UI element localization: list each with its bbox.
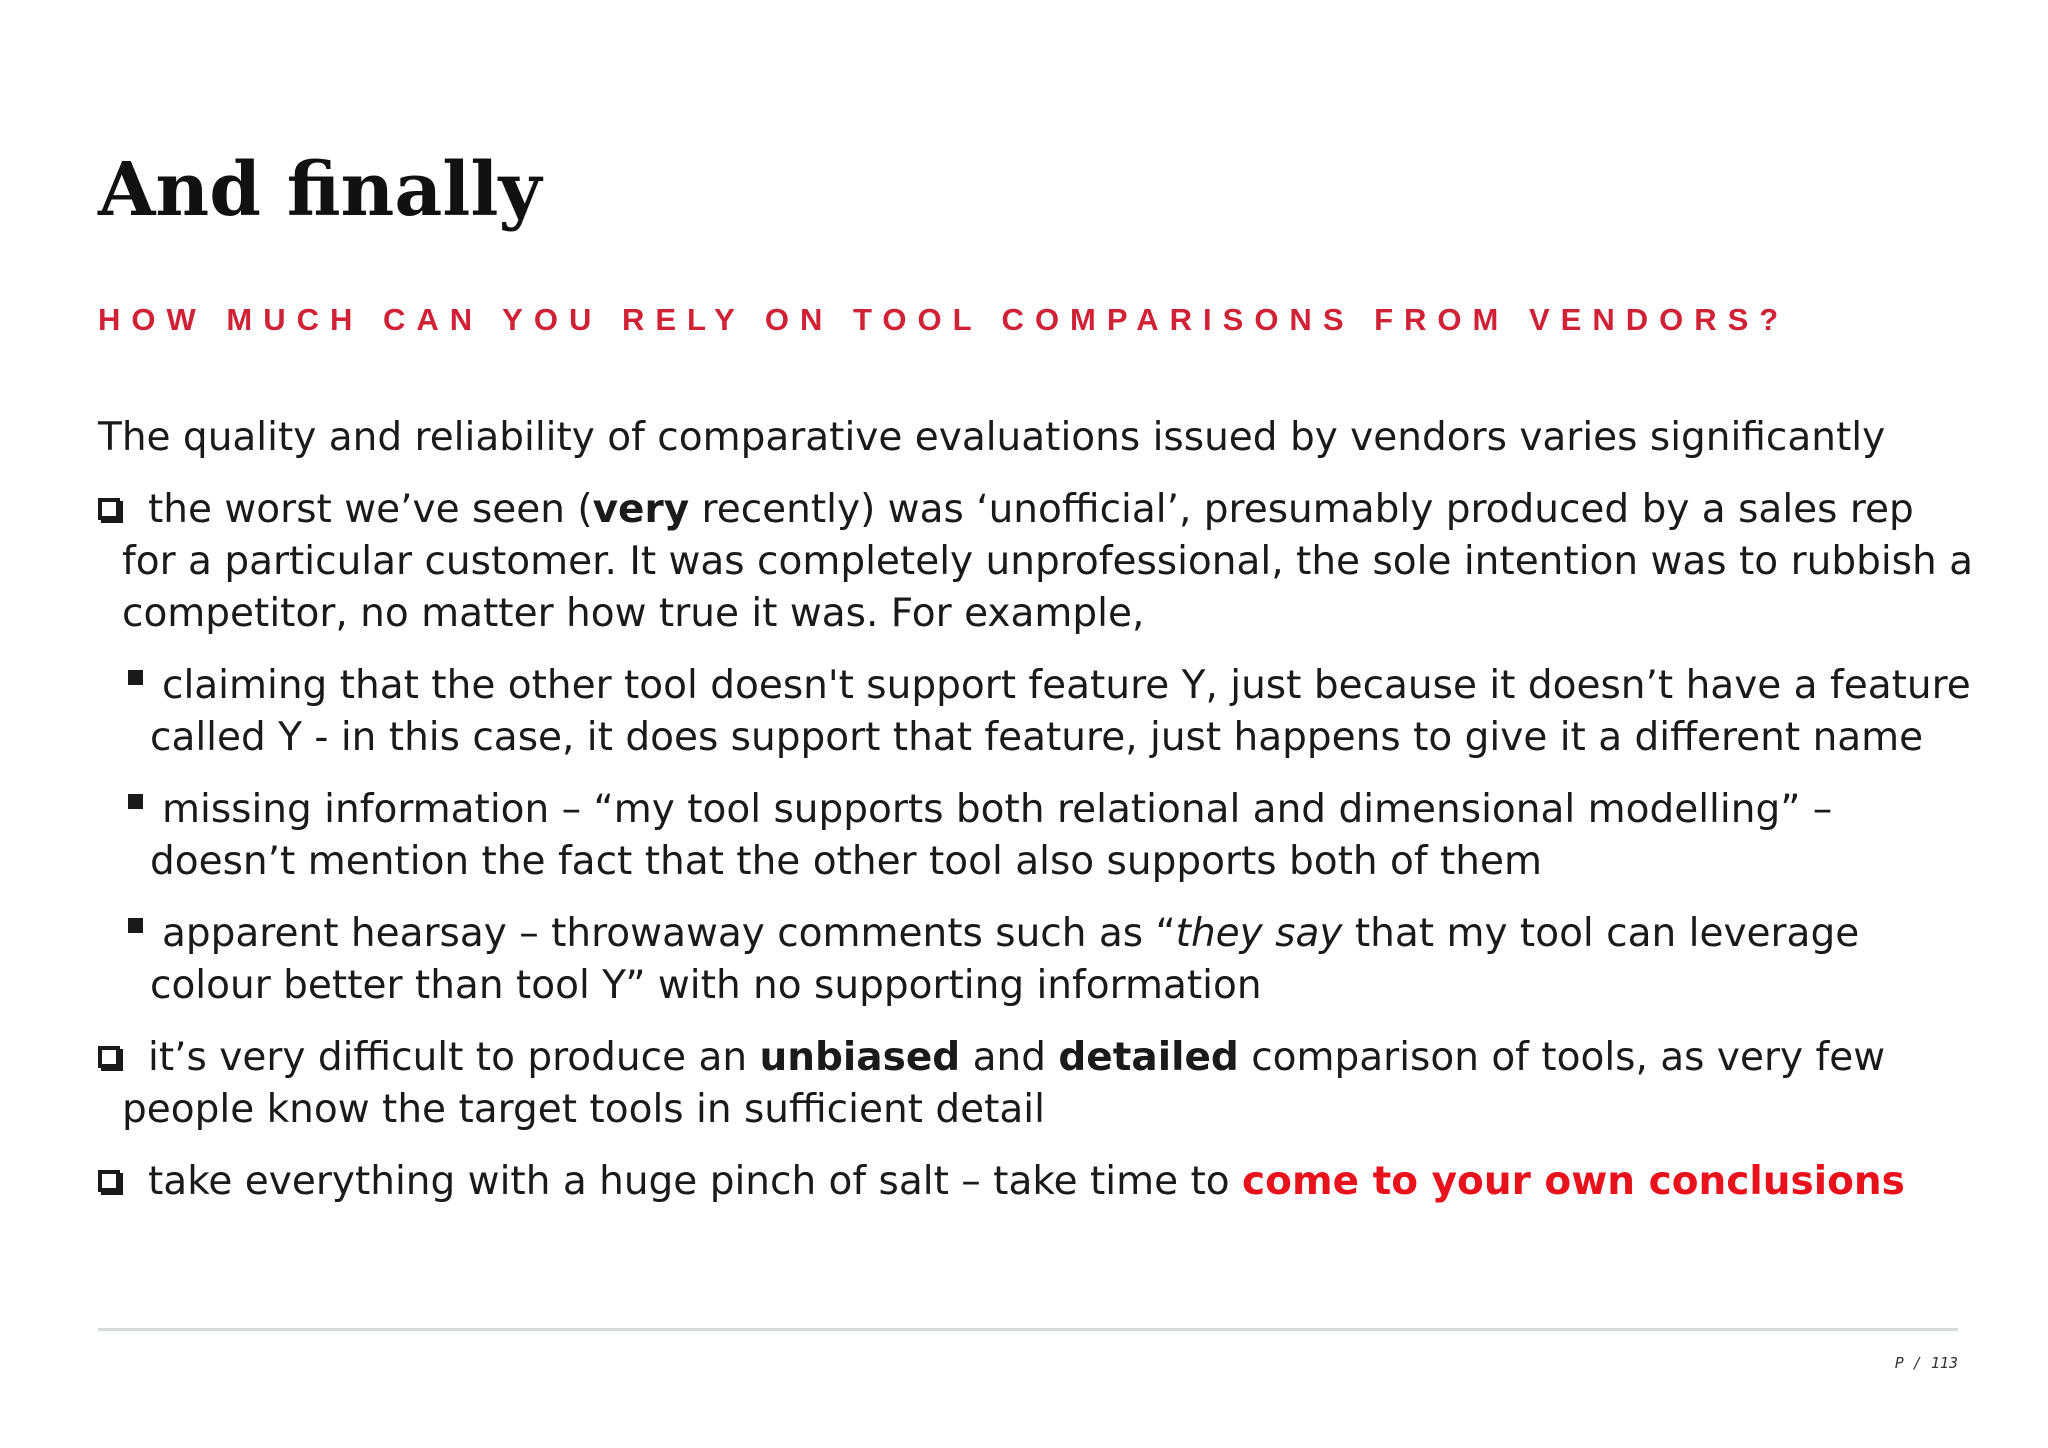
hollow-square-icon	[98, 1170, 120, 1192]
bullet-text: comparison of tools, as very few people know the target tools in sufficient detail	[122, 1035, 1886, 1132]
sub-bullet-text-italic: they say	[1175, 911, 1343, 956]
sub-bullet-item	[98, 784, 1978, 888]
hollow-square-icon	[98, 498, 120, 520]
sub-bullet-text: that my tool can leverage colour better than tool Y” with no supporting information	[150, 911, 1860, 1008]
sub-bullet-item	[98, 660, 1978, 764]
page-number: P / 113	[1894, 1354, 1958, 1372]
bullet-text-bold: unbiased	[759, 1035, 961, 1080]
bullet-text: take everything with a huge pinch of salt – take time to	[148, 1159, 1243, 1204]
bullet-item	[98, 1156, 1978, 1208]
bullet-text-highlight: come to your own conclusions	[1242, 1159, 1905, 1204]
sub-bullet-text: missing information – “my tool supports both relational and dimensional modelling” – doesn’t mention the fact that the other tool also supports both of them	[150, 787, 1833, 884]
bullet-text: recently) was ‘unofficial’, presumably produced by a sales rep for a particular customer. It was completely unprofessional, the sole intention was to rubbish a competitor, no matter how true it was. For example,	[122, 487, 1973, 636]
bullet-item	[98, 1032, 1978, 1136]
bullet-text: the worst we’ve seen (	[148, 487, 593, 532]
footer-divider	[98, 1328, 1958, 1331]
bullet-item	[98, 484, 1978, 640]
sub-bullet-item	[98, 908, 1978, 1012]
bullet-text: it’s very difficult to produce an	[148, 1035, 760, 1080]
intro-paragraph: The quality and reliability of comparative evaluations issued by vendors varies significantly	[98, 415, 1886, 460]
bullet-text-bold: detailed	[1058, 1035, 1239, 1080]
filled-square-icon	[128, 670, 143, 685]
filled-square-icon	[128, 794, 143, 809]
sub-bullet-text: apparent hearsay – throwaway comments such as “	[162, 911, 1176, 956]
slide-body	[98, 412, 1978, 1228]
bullet-text-bold: very	[592, 487, 690, 532]
sub-bullet-text: claiming that the other tool doesn't support feature Y, just because it doesn’t have a feature called Y - in this case, it does support that feature, just happens to give it a different name	[150, 663, 1971, 760]
bullet-text: and	[960, 1035, 1059, 1080]
hollow-square-icon	[98, 1046, 120, 1068]
filled-square-icon	[128, 918, 143, 933]
slide-title: And finally	[98, 147, 542, 233]
slide-subtitle: HOW MUCH CAN YOU RELY ON TOOL COMPARISONS FROM VENDORS?	[98, 302, 1790, 337]
